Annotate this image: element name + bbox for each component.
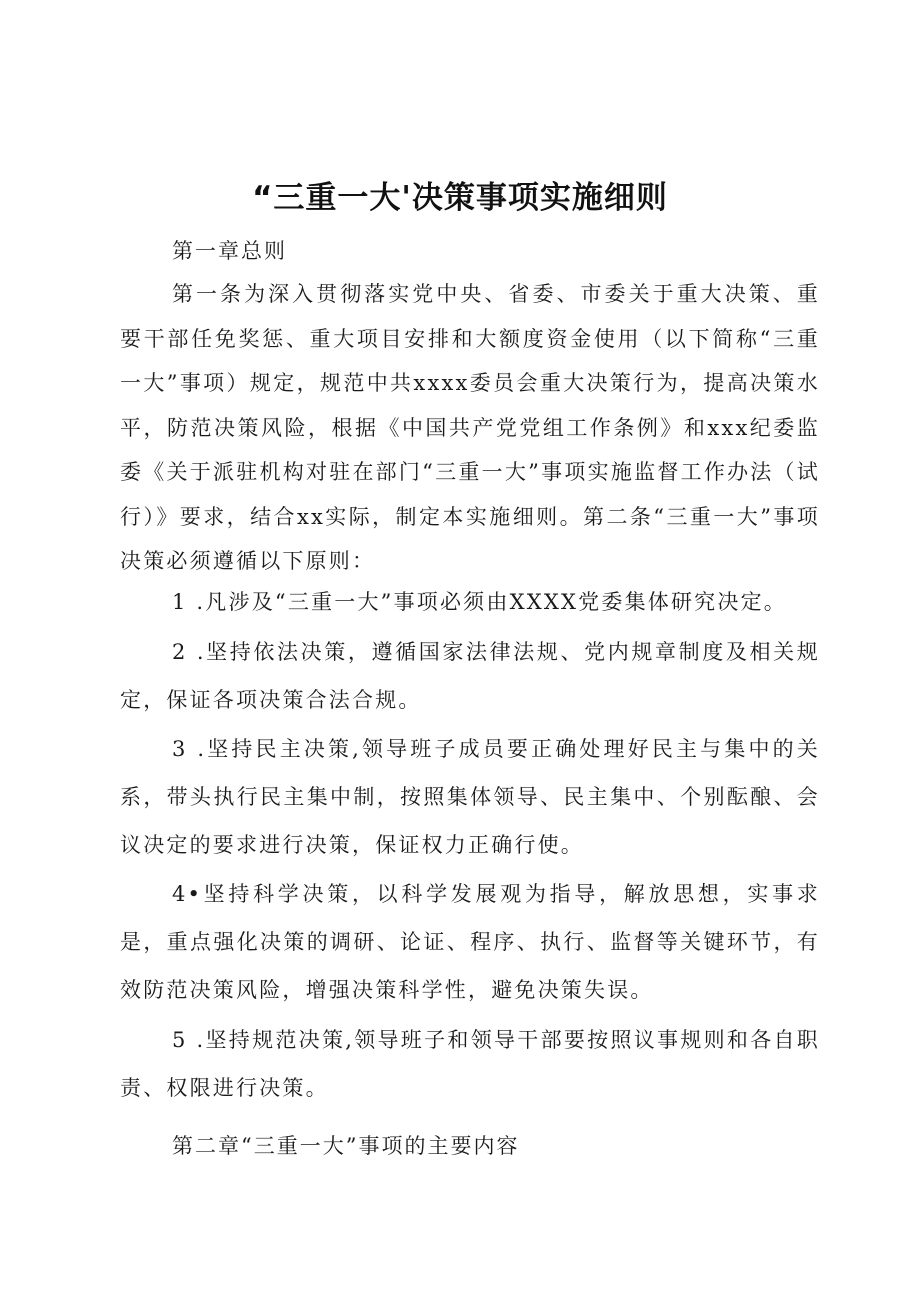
principle-1-paragraph: 1 .凡涉及“三重一大”事项必须由XXXX党委集体研究决定。 bbox=[172, 590, 787, 614]
principle-2-paragraph: 2 .坚持依法决策，遵循国家法律法规、党内规章制度及相关规定，保证各项决策合法合规。 bbox=[120, 640, 820, 712]
principle-5-paragraph: 5 .坚持规范决策,领导班子和领导干部要按照议事规则和各自职责、权限进行决策。 bbox=[120, 1028, 820, 1100]
principle-3-paragraph: 3 .坚持民主决策,领导班子成员要正确处理好民主与集中的关系，带头执行民主集中制，按照集体领导、民主集中、个别酝酿、会议决定的要求进行决策，保证权力正确行使。 bbox=[120, 737, 820, 857]
document-title: “三重一大'决策事项实施细则 bbox=[252, 180, 668, 216]
chapter-1-heading: 第一章总则 bbox=[172, 239, 287, 263]
chapter-2-heading: 第二章“三重一大”事项的主要内容 bbox=[172, 1134, 520, 1158]
principle-4-paragraph: 4•坚持科学决策，以科学发展观为指导，解放思想，实事求是，重点强化决策的调研、论证、程序、执行、监督等关键环节，有效防范决策风险，增强决策科学性，避免决策失误。 bbox=[120, 882, 820, 1002]
article-1-paragraph: 第一条为深入贯彻落实党中央、省委、市委关于重大决策、重要干部任免奖惩、重大项目安排和大额度资金使用（以下简称“三重一大”事项）规定，规范中共xxxx委员会重大决策行为，提高决策水平，防范决策风险，根据《中国共产党党组工作条例》和xxx纪委监委《关于派驻机构对驻在部门“三重一大”事项实施监督工作办法（试行）》要求，结合xx实际，制定本实施细则。第二条“三重一大”事项决策必须遵循以下原则： bbox=[120, 282, 820, 573]
